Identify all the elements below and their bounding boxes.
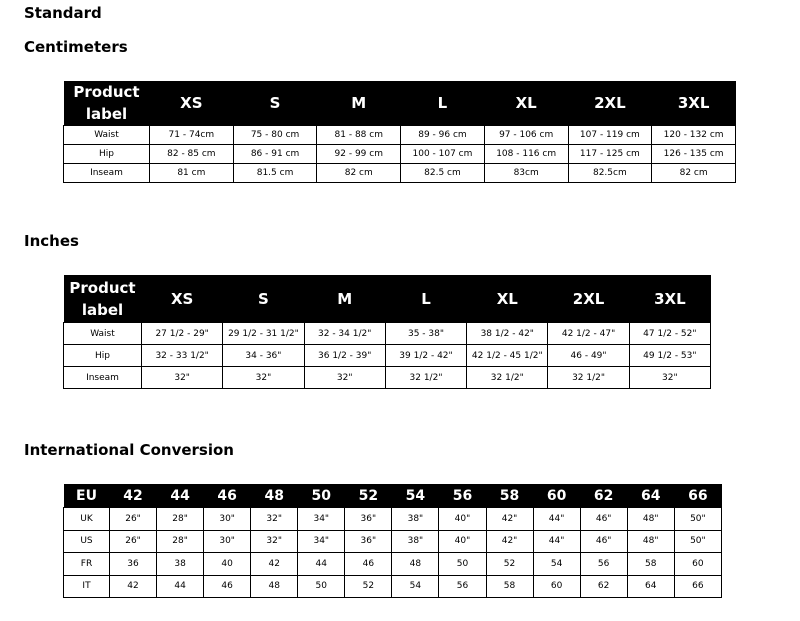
size-header: XL xyxy=(484,81,568,126)
size-header: 66 xyxy=(674,484,721,508)
table-cell: 36" xyxy=(345,508,392,531)
row-label: Inseam xyxy=(64,367,142,389)
table-cell: 47 1/2 - 52" xyxy=(629,323,710,345)
size-header: L xyxy=(385,275,466,323)
table-cell: 52 xyxy=(345,575,392,598)
table-cell: 50" xyxy=(674,530,721,553)
table-cell: 32" xyxy=(223,367,304,389)
row-label: FR xyxy=(64,553,110,576)
size-header: 56 xyxy=(439,484,486,508)
table-cell: 42 xyxy=(110,575,157,598)
table-cell: 42" xyxy=(486,530,533,553)
table-cell: 35 - 38" xyxy=(385,323,466,345)
table-cell: 50 xyxy=(439,553,486,576)
table-cell: 36 xyxy=(110,553,157,576)
inches-heading: Inches xyxy=(24,232,79,250)
table-cell: 46" xyxy=(580,530,627,553)
size-header: 60 xyxy=(533,484,580,508)
row-label: UK xyxy=(64,508,110,531)
table-cell: 107 - 119 cm xyxy=(568,126,652,145)
table-cell: 60 xyxy=(533,575,580,598)
table-cell: 29 1/2 - 31 1/2" xyxy=(223,323,304,345)
table-cell: 30" xyxy=(204,508,251,531)
size-header: 58 xyxy=(486,484,533,508)
size-header: M xyxy=(304,275,385,323)
table-cell: 71 - 74cm xyxy=(150,126,234,145)
table-cell: 46 xyxy=(345,553,392,576)
table-row xyxy=(64,323,711,345)
international-conversion-table xyxy=(63,484,722,598)
table-cell: 60 xyxy=(674,553,721,576)
table-cell: 28" xyxy=(157,508,204,531)
size-header: 44 xyxy=(157,484,204,508)
table-cell: 40 xyxy=(204,553,251,576)
table-cell: 40" xyxy=(439,508,486,531)
size-header: M xyxy=(317,81,401,126)
size-header: 2XL xyxy=(548,275,629,323)
table-cell: 36" xyxy=(345,530,392,553)
table-cell: 50 xyxy=(298,575,345,598)
size-header: S xyxy=(223,275,304,323)
table-cell: 32" xyxy=(304,367,385,389)
row-label: Waist xyxy=(64,126,150,145)
page-title: Standard xyxy=(24,4,102,22)
table-cell: 32 1/2" xyxy=(385,367,466,389)
table-cell: 34 - 36" xyxy=(223,345,304,367)
table-cell: 48 xyxy=(392,553,439,576)
table-cell: 82.5 cm xyxy=(401,164,485,183)
table-cell: 44 xyxy=(157,575,204,598)
table-cell: 38" xyxy=(392,508,439,531)
table-cell: 32 - 34 1/2" xyxy=(304,323,385,345)
table-cell: 27 1/2 - 29" xyxy=(142,323,223,345)
table-row xyxy=(64,367,711,389)
size-header: 3XL xyxy=(652,81,736,126)
size-header: 64 xyxy=(627,484,674,508)
table-cell: 32 - 33 1/2" xyxy=(142,345,223,367)
table-cell: 100 - 107 cm xyxy=(401,145,485,164)
table-cell: 52 xyxy=(486,553,533,576)
table-cell: 26" xyxy=(110,530,157,553)
size-header: 46 xyxy=(204,484,251,508)
table-cell: 120 - 132 cm xyxy=(652,126,736,145)
table-cell: 26" xyxy=(110,508,157,531)
size-header: 48 xyxy=(251,484,298,508)
size-header: XS xyxy=(142,275,223,323)
table-cell: 36 1/2 - 39" xyxy=(304,345,385,367)
table-cell: 34" xyxy=(298,508,345,531)
table-cell: 92 - 99 cm xyxy=(317,145,401,164)
size-header: S xyxy=(233,81,317,126)
product-label-header: Product label xyxy=(64,81,150,126)
eu-label-header: EU xyxy=(64,484,110,508)
table-cell: 32" xyxy=(251,530,298,553)
size-header: 50 xyxy=(298,484,345,508)
table-header-row xyxy=(64,275,711,323)
row-label: Waist xyxy=(64,323,142,345)
table-row xyxy=(64,530,722,553)
table-cell: 97 - 106 cm xyxy=(484,126,568,145)
table-cell: 81.5 cm xyxy=(233,164,317,183)
row-label: Hip xyxy=(64,345,142,367)
table-row xyxy=(64,508,722,531)
size-header: XS xyxy=(150,81,234,126)
inches-size-table xyxy=(63,275,711,389)
table-cell: 82 - 85 cm xyxy=(150,145,234,164)
table-cell: 40" xyxy=(439,530,486,553)
size-header: L xyxy=(401,81,485,126)
table-cell: 126 - 135 cm xyxy=(652,145,736,164)
table-cell: 81 - 88 cm xyxy=(317,126,401,145)
size-header: 52 xyxy=(345,484,392,508)
table-cell: 49 1/2 - 53" xyxy=(629,345,710,367)
row-label: US xyxy=(64,530,110,553)
table-cell: 82 cm xyxy=(317,164,401,183)
table-header-row xyxy=(64,81,736,126)
table-cell: 38 xyxy=(157,553,204,576)
table-cell: 32" xyxy=(629,367,710,389)
table-cell: 108 - 116 cm xyxy=(484,145,568,164)
table-cell: 32" xyxy=(142,367,223,389)
table-cell: 83cm xyxy=(484,164,568,183)
table-row xyxy=(64,164,736,183)
row-label: Hip xyxy=(64,145,150,164)
table-cell: 48" xyxy=(627,508,674,531)
table-cell: 56 xyxy=(439,575,486,598)
table-cell: 54 xyxy=(533,553,580,576)
table-cell: 81 cm xyxy=(150,164,234,183)
table-cell: 44" xyxy=(533,508,580,531)
table-cell: 32 1/2" xyxy=(467,367,548,389)
table-cell: 75 - 80 cm xyxy=(233,126,317,145)
table-row xyxy=(64,575,722,598)
table-cell: 58 xyxy=(486,575,533,598)
table-row xyxy=(64,145,736,164)
table-cell: 66 xyxy=(674,575,721,598)
table-cell: 58 xyxy=(627,553,674,576)
table-row xyxy=(64,126,736,145)
table-cell: 42" xyxy=(486,508,533,531)
size-header: 54 xyxy=(392,484,439,508)
table-cell: 38 1/2 - 42" xyxy=(467,323,548,345)
table-cell: 56 xyxy=(580,553,627,576)
table-row xyxy=(64,345,711,367)
product-label-header: Product label xyxy=(64,275,142,323)
table-cell: 48 xyxy=(251,575,298,598)
centimeters-heading: Centimeters xyxy=(24,38,128,56)
table-cell: 54 xyxy=(392,575,439,598)
table-cell: 39 1/2 - 42" xyxy=(385,345,466,367)
row-label: Inseam xyxy=(64,164,150,183)
table-cell: 38" xyxy=(392,530,439,553)
table-cell: 42 xyxy=(251,553,298,576)
table-cell: 46 xyxy=(204,575,251,598)
table-header-row xyxy=(64,484,722,508)
table-cell: 86 - 91 cm xyxy=(233,145,317,164)
size-header: 62 xyxy=(580,484,627,508)
table-cell: 34" xyxy=(298,530,345,553)
table-cell: 64 xyxy=(627,575,674,598)
table-cell: 82.5cm xyxy=(568,164,652,183)
size-header: XL xyxy=(467,275,548,323)
size-header: 2XL xyxy=(568,81,652,126)
table-cell: 42 1/2 - 45 1/2" xyxy=(467,345,548,367)
table-cell: 42 1/2 - 47" xyxy=(548,323,629,345)
table-cell: 44 xyxy=(298,553,345,576)
table-row xyxy=(64,553,722,576)
size-header: 3XL xyxy=(629,275,710,323)
table-cell: 117 - 125 cm xyxy=(568,145,652,164)
table-cell: 50" xyxy=(674,508,721,531)
centimeters-size-table xyxy=(63,81,736,183)
table-cell: 82 cm xyxy=(652,164,736,183)
table-cell: 48" xyxy=(627,530,674,553)
table-cell: 32" xyxy=(251,508,298,531)
row-label: IT xyxy=(64,575,110,598)
table-cell: 30" xyxy=(204,530,251,553)
table-cell: 46" xyxy=(580,508,627,531)
table-cell: 62 xyxy=(580,575,627,598)
table-cell: 46 - 49" xyxy=(548,345,629,367)
table-cell: 44" xyxy=(533,530,580,553)
international-conversion-heading: International Conversion xyxy=(24,441,234,459)
table-cell: 89 - 96 cm xyxy=(401,126,485,145)
size-header: 42 xyxy=(110,484,157,508)
table-cell: 32 1/2" xyxy=(548,367,629,389)
table-cell: 28" xyxy=(157,530,204,553)
